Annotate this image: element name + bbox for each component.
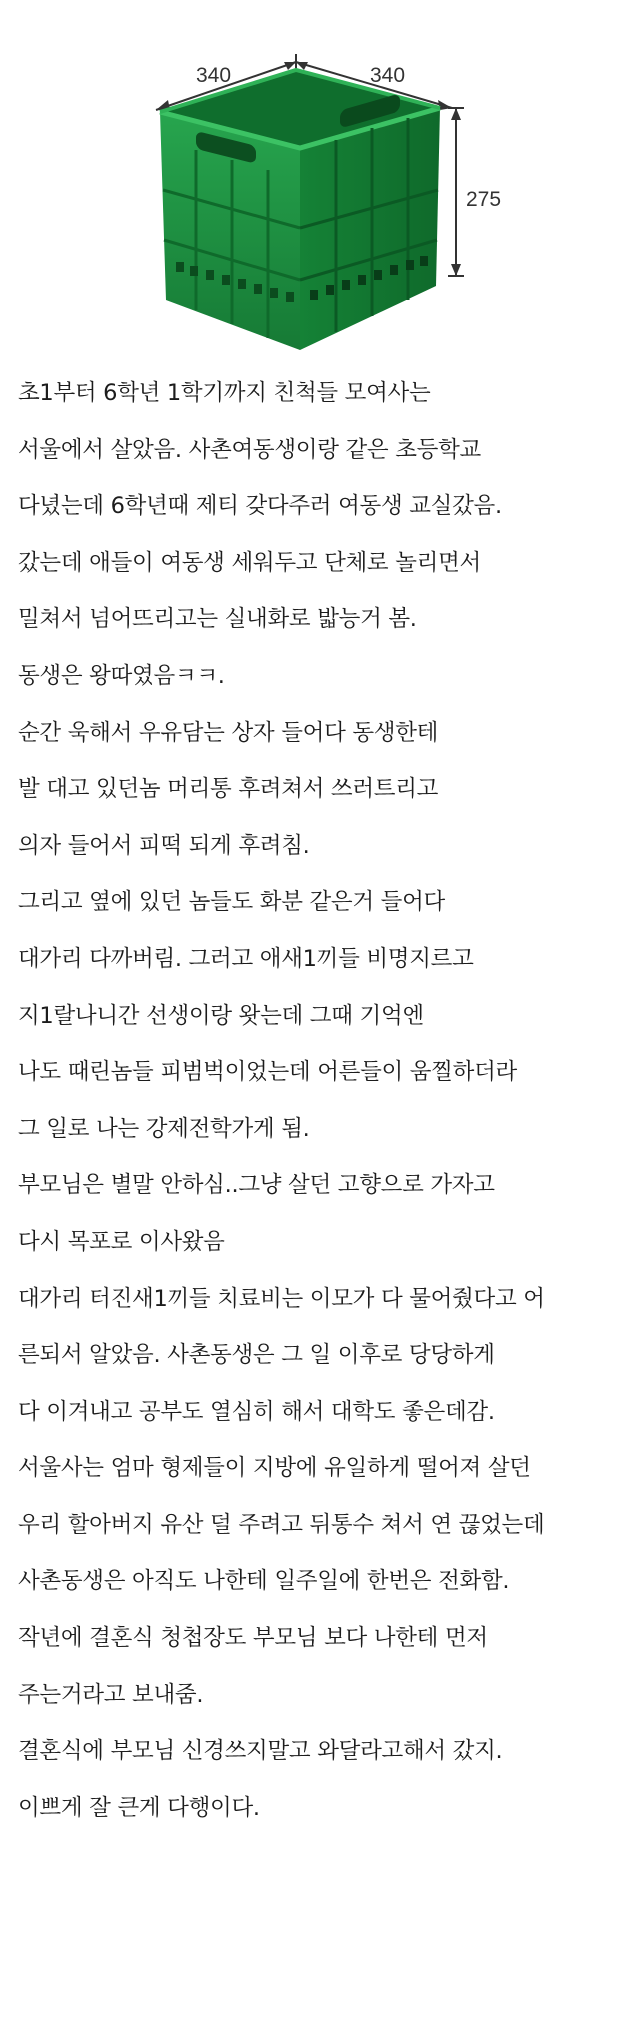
- milk-crate-icon: [0, 0, 640, 360]
- story-line: 초1부터 6학년 1학기까지 친척들 모여사는: [18, 380, 431, 406]
- story-line: 서울사는 엄마 형제들이 지방에 유일하게 떨어져 살던: [18, 1455, 531, 1482]
- story-line: 그 일로 나는 강제전학가게 됨.: [18, 1115, 310, 1142]
- story-line: 지1랄나니간 선생이랑 왓는데 그때 기억엔: [18, 1002, 424, 1029]
- story-line: 그리고 옆에 있던 놈들도 화분 같은거 들어다: [18, 889, 445, 916]
- depth-label: 340: [370, 64, 406, 87]
- story-line: 밀쳐서 넘어뜨리고는 실내화로 밟능거 봄.: [18, 606, 417, 633]
- story-line: 대가리 터진새1끼들 치료비는 이모가 다 물어줬다고 어: [18, 1285, 545, 1312]
- story-line: 대가리 다까버림. 그러고 애새1끼들 비명지르고: [18, 945, 474, 972]
- story-text: [18, 365, 630, 1836]
- story-line: 나도 때린놈들 피범벅이었는데 어른들이 움찔하더라: [18, 1059, 517, 1086]
- story-line: 주는거라고 보내줌.: [18, 1681, 204, 1708]
- story-line: 다시 목포로 이사왔음: [18, 1228, 225, 1255]
- story-line: 사촌동생은 아직도 나한테 일주일에 한번은 전화함.: [18, 1568, 510, 1595]
- story-line: 우리 할아버지 유산 덜 주려고 뒤통수 쳐서 연 끊었는데: [18, 1511, 545, 1538]
- story-line: 이쁘게 잘 큰게 다행이다.: [18, 1794, 260, 1821]
- milk-crate-figure: [0, 0, 640, 360]
- story-line: 작년에 결혼식 청첩장도 부모님 보다 나한테 먼저: [18, 1625, 488, 1652]
- story-line: 른되서 알았음. 사촌동생은 그 일 이후로 당당하게: [18, 1342, 495, 1369]
- story-line: 갔는데 애들이 여동생 세워두고 단체로 놀리면서: [18, 549, 481, 576]
- story-line: 순간 욱해서 우유담는 상자 들어다 동생한테: [18, 719, 439, 746]
- height-label: 275: [466, 188, 502, 211]
- story-line: 서울에서 살았음. 사촌여동생이랑 같은 초등학교: [18, 436, 481, 463]
- story-line: 의자 들어서 피떡 되게 후려침.: [18, 832, 310, 859]
- story-line: 발 대고 있던놈 머리통 후려쳐서 쓰러트리고: [18, 776, 439, 803]
- story-line: 다 이겨내고 공부도 열심히 해서 대학도 좋은데감.: [18, 1398, 495, 1425]
- crate-body: [160, 70, 440, 350]
- story-line: 동생은 왕따였음ㅋㅋ.: [18, 662, 225, 689]
- width-label: 340: [196, 64, 232, 87]
- story-line: 결혼식에 부모님 신경쓰지말고 와달라고해서 갔지.: [18, 1738, 503, 1765]
- story-line: 부모님은 별말 안하심..그냥 살던 고향으로 가자고: [18, 1172, 495, 1199]
- story-line: 다녔는데 6학년때 제티 갖다주러 여동생 교실갔음.: [18, 493, 502, 520]
